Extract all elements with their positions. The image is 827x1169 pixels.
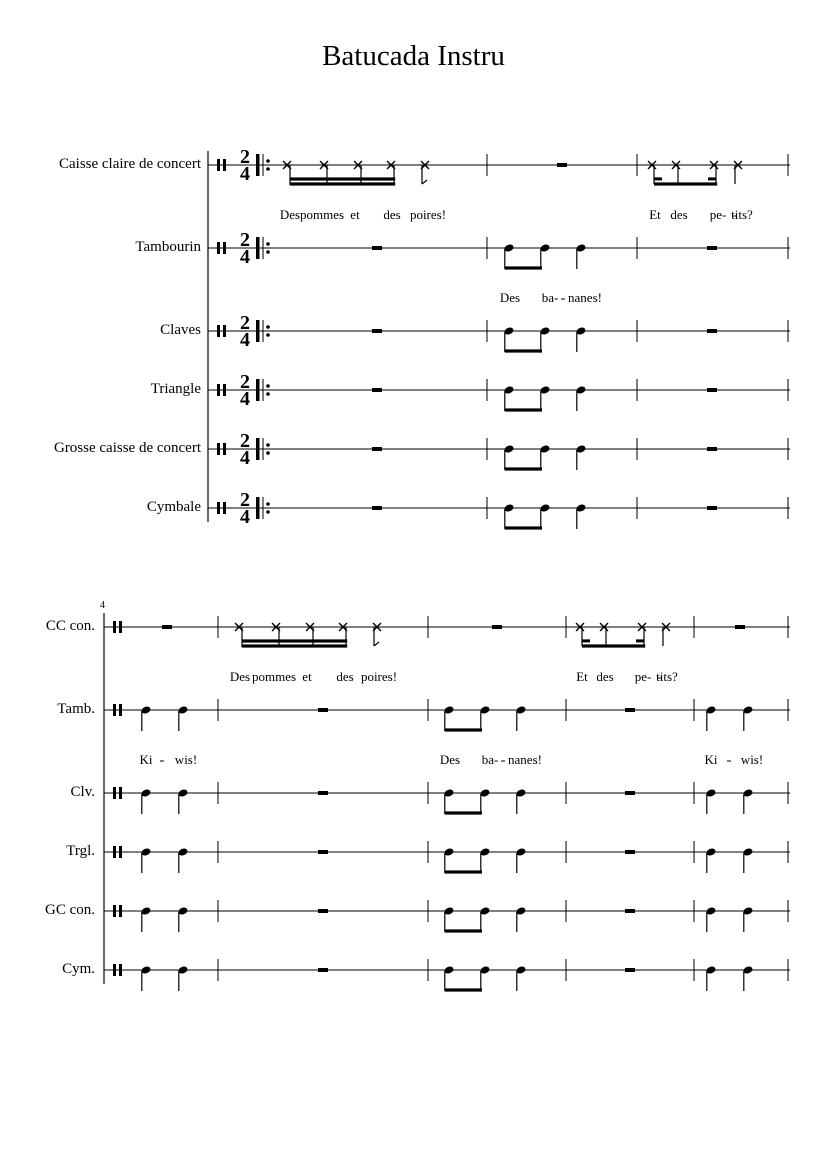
time-signature-numerator: 2: [240, 489, 250, 511]
repeat-dot: [266, 250, 270, 254]
half-rest: [707, 246, 717, 250]
lyric-syllable: pe-: [634, 669, 652, 684]
half-rest: [707, 447, 717, 451]
half-rest: [372, 329, 382, 333]
lyric-syllable: Et: [576, 669, 588, 684]
beam: [505, 266, 542, 269]
half-rest: [318, 708, 328, 712]
repeat-dot: [266, 510, 270, 514]
time-signature-numerator: 2: [240, 312, 250, 334]
repeat-dot: [266, 392, 270, 396]
time-signature-numerator: 2: [240, 146, 250, 168]
lyric-syllable: des: [670, 207, 688, 222]
time-signature-numerator: 2: [240, 430, 250, 452]
instrument-name: Claves: [160, 322, 201, 338]
beam: [582, 644, 645, 647]
half-rest: [557, 163, 567, 167]
half-rest: [372, 388, 382, 392]
lyric-syllable: nanes!: [508, 752, 542, 767]
flag: [374, 642, 379, 646]
time-signature-denominator: 4: [240, 506, 250, 528]
lyric-syllable: Des: [279, 207, 301, 222]
beam-stub: [582, 639, 590, 642]
lyric-syllable: poires!: [360, 669, 398, 684]
half-rest: [625, 791, 635, 795]
lyric-syllable: Des: [229, 669, 251, 684]
percussion-clef: [217, 159, 220, 171]
beam: [445, 811, 482, 814]
repeat-dot: [266, 502, 270, 506]
beam: [242, 639, 347, 642]
lyric-syllable: des: [596, 669, 614, 684]
time-signature-denominator: 4: [240, 447, 250, 469]
instrument-name: Tambourin: [135, 239, 201, 255]
lyric-syllable: des: [383, 207, 401, 222]
half-rest: [318, 968, 328, 972]
lyric-syllable: tits?: [656, 669, 678, 684]
half-rest: [372, 246, 382, 250]
lyric-syllable: pommes: [251, 669, 297, 684]
repeat-dot: [266, 443, 270, 447]
beam: [445, 929, 482, 932]
half-rest: [492, 625, 502, 629]
beam: [505, 467, 542, 470]
beam-stub: [654, 177, 662, 180]
lyric-syllable: et: [302, 669, 312, 684]
beam-stub: [636, 639, 644, 642]
instrument-name: Cym.: [62, 961, 95, 977]
percussion-clef: [113, 787, 116, 799]
lyric-syllable: Ki: [139, 752, 153, 767]
percussion-clef: [217, 384, 220, 396]
percussion-clef: [217, 242, 220, 254]
half-rest: [707, 506, 717, 510]
repeat-dot: [266, 325, 270, 329]
instrument-name: Tamb.: [57, 701, 95, 717]
repeat-thick-bar: [256, 320, 260, 342]
percussion-clef: [223, 502, 226, 514]
repeat-dot: [266, 384, 270, 388]
lyric-syllable: wis!: [174, 752, 198, 767]
lyric-syllable: wis!: [740, 752, 764, 767]
half-rest: [318, 791, 328, 795]
repeat-dot: [266, 333, 270, 337]
lyric-syllable: Des: [499, 290, 521, 305]
time-signature-numerator: 2: [240, 229, 250, 251]
beam: [290, 182, 395, 185]
repeat-thick-bar: [256, 497, 260, 519]
lyric-syllable: tits?: [731, 207, 753, 222]
instrument-name: Clv.: [70, 784, 95, 800]
lyric-syllable: Ki: [704, 752, 718, 767]
half-rest: [318, 850, 328, 854]
half-rest: [625, 968, 635, 972]
lyric-syllable: nanes!: [568, 290, 602, 305]
beam-stub: [708, 177, 716, 180]
instrument-name: Caisse claire de concert: [58, 156, 201, 172]
percussion-clef: [223, 384, 226, 396]
time-signature-numerator: 2: [240, 371, 250, 393]
flag: [422, 180, 427, 184]
repeat-dot: [266, 167, 270, 171]
percussion-clef: [217, 443, 220, 455]
lyric-syllable: ba-: [541, 290, 559, 305]
repeat-dot: [266, 159, 270, 163]
time-signature-denominator: 4: [240, 163, 250, 185]
percussion-clef: [119, 846, 122, 858]
beam: [654, 182, 717, 185]
lyric-syllable: poires!: [409, 207, 447, 222]
percussion-clef: [223, 325, 226, 337]
half-rest: [735, 625, 745, 629]
repeat-thick-bar: [256, 438, 260, 460]
repeat-dot: [266, 242, 270, 246]
beam: [290, 177, 395, 180]
beam: [505, 408, 542, 411]
percussion-clef: [113, 964, 116, 976]
half-rest: [372, 447, 382, 451]
percussion-clef: [119, 621, 122, 633]
half-rest: [707, 388, 717, 392]
half-rest: [372, 506, 382, 510]
percussion-clef: [223, 242, 226, 254]
percussion-clef: [119, 787, 122, 799]
half-rest: [625, 850, 635, 854]
lyric-syllable: pommes: [299, 207, 345, 222]
percussion-clef: [119, 964, 122, 976]
percussion-clef: [223, 443, 226, 455]
instrument-name: Trgl.: [66, 843, 95, 859]
half-rest: [625, 909, 635, 913]
percussion-clef: [217, 325, 220, 337]
beam: [505, 526, 542, 529]
half-rest: [625, 708, 635, 712]
percussion-clef: [113, 846, 116, 858]
lyric-syllable: Des: [439, 752, 461, 767]
beam: [445, 988, 482, 991]
measure-number: 4: [100, 600, 105, 611]
percussion-clef: [217, 502, 220, 514]
repeat-dot: [266, 451, 270, 455]
instrument-name: CC con.: [45, 618, 95, 634]
repeat-thick-bar: [256, 154, 260, 176]
percussion-clef: [119, 704, 122, 716]
percussion-clef: [119, 905, 122, 917]
instrument-name: Triangle: [150, 381, 201, 397]
lyric-syllable: et: [350, 207, 360, 222]
instrument-name: GC con.: [45, 902, 95, 918]
percussion-clef: [113, 621, 116, 633]
time-signature-denominator: 4: [240, 388, 250, 410]
half-rest: [318, 909, 328, 913]
repeat-thick-bar: [256, 237, 260, 259]
score-title: Batucada Instru: [322, 40, 505, 72]
half-rest: [707, 329, 717, 333]
lyric-syllable: des: [336, 669, 354, 684]
beam: [242, 644, 347, 647]
lyric-syllable: ba-: [481, 752, 499, 767]
beam: [445, 728, 482, 731]
time-signature-denominator: 4: [240, 329, 250, 351]
half-rest: [162, 625, 172, 629]
lyric-syllable: pe-: [709, 207, 727, 222]
instrument-name: Grosse caisse de concert: [53, 440, 201, 456]
lyric-syllable: Et: [649, 207, 661, 222]
time-signature-denominator: 4: [240, 246, 250, 268]
beam: [445, 870, 482, 873]
percussion-clef: [223, 159, 226, 171]
repeat-thick-bar: [256, 379, 260, 401]
beam: [505, 349, 542, 352]
percussion-clef: [113, 905, 116, 917]
percussion-clef: [113, 704, 116, 716]
instrument-name: Cymbale: [146, 499, 201, 515]
